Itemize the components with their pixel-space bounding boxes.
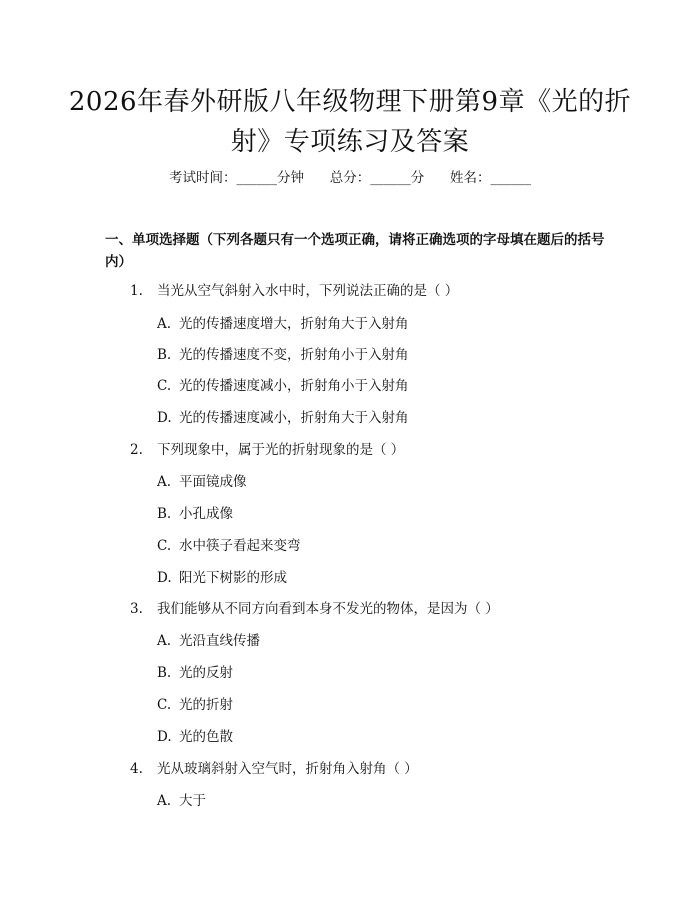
question-3-option-d <box>157 727 597 747</box>
document-title: 2026年春外研版八年级物理下册第9章《光的折射》专项练习及答案 <box>68 87 632 157</box>
question-1-option-d <box>157 408 597 428</box>
option-text: 光的折射 <box>179 697 233 713</box>
option-text: 大于 <box>179 793 206 809</box>
option-text: 阳光下树影的形成 <box>179 570 287 586</box>
question-3-option-a <box>157 631 597 651</box>
question-1-option-a <box>157 314 597 334</box>
section-heading: 一、单项选择题（下列各题只有一个选项正确，请将正确选项的字母填在题后的括号内） <box>105 232 605 270</box>
question-number: 2. <box>130 442 143 458</box>
option-text: 平面镜成像 <box>179 474 247 490</box>
option-letter: C. <box>157 378 172 394</box>
option-text: 光的色散 <box>179 729 233 745</box>
option-text: 水中筷子看起来变弯 <box>179 538 301 554</box>
question-3-option-c <box>157 695 597 715</box>
option-letter: A. <box>157 793 172 809</box>
question-number: 4. <box>130 761 143 777</box>
exam-info-line: 考试时间：______分钟 总分：______分 姓名：______ <box>169 170 531 186</box>
option-text: 光沿直线传播 <box>179 633 260 649</box>
option-text: 光的传播速度减小，折射角小于入射角 <box>179 378 409 394</box>
option-letter: B. <box>157 506 172 522</box>
question-number: 1. <box>130 283 143 299</box>
option-letter: B. <box>157 665 172 681</box>
option-letter: C. <box>157 538 172 554</box>
question-text: 下列现象中，属于光的折射现象的是（ ） <box>157 442 405 458</box>
option-text: 光的传播速度不变，折射角小于入射角 <box>179 347 409 363</box>
question-1-option-c <box>157 376 597 396</box>
option-letter: A. <box>157 316 172 332</box>
question-2-option-c <box>157 536 597 556</box>
option-text: 光的传播速度增大，折射角大于入射角 <box>179 316 409 332</box>
question-2-option-a <box>157 472 597 492</box>
option-text: 光的反射 <box>179 665 233 681</box>
question-3-option-b <box>157 663 597 683</box>
question-1 <box>130 281 610 301</box>
option-letter: A. <box>157 474 172 490</box>
option-letter: C. <box>157 697 172 713</box>
option-letter: D. <box>157 729 172 745</box>
option-letter: A. <box>157 633 172 649</box>
option-text: 光的传播速度减小，折射角大于入射角 <box>179 410 409 426</box>
question-2-option-d <box>157 568 597 588</box>
option-text: 小孔成像 <box>179 506 233 522</box>
question-3 <box>130 599 610 619</box>
question-number: 3. <box>130 601 143 617</box>
question-1-option-b <box>157 345 597 365</box>
question-text: 光从玻璃斜射入空气时，折射角入射角（ ） <box>157 761 418 777</box>
question-text: 我们能够从不同方向看到本身不发光的物体，是因为（ ） <box>157 601 499 617</box>
question-2-option-b <box>157 504 597 524</box>
question-4 <box>130 759 610 779</box>
question-4-option-a <box>157 791 597 811</box>
option-letter: D. <box>157 570 172 586</box>
option-letter: D. <box>157 410 172 426</box>
question-2 <box>130 440 610 460</box>
question-text: 当光从空气斜射入水中时，下列说法正确的是（ ） <box>157 283 459 299</box>
option-letter: B. <box>157 347 172 363</box>
